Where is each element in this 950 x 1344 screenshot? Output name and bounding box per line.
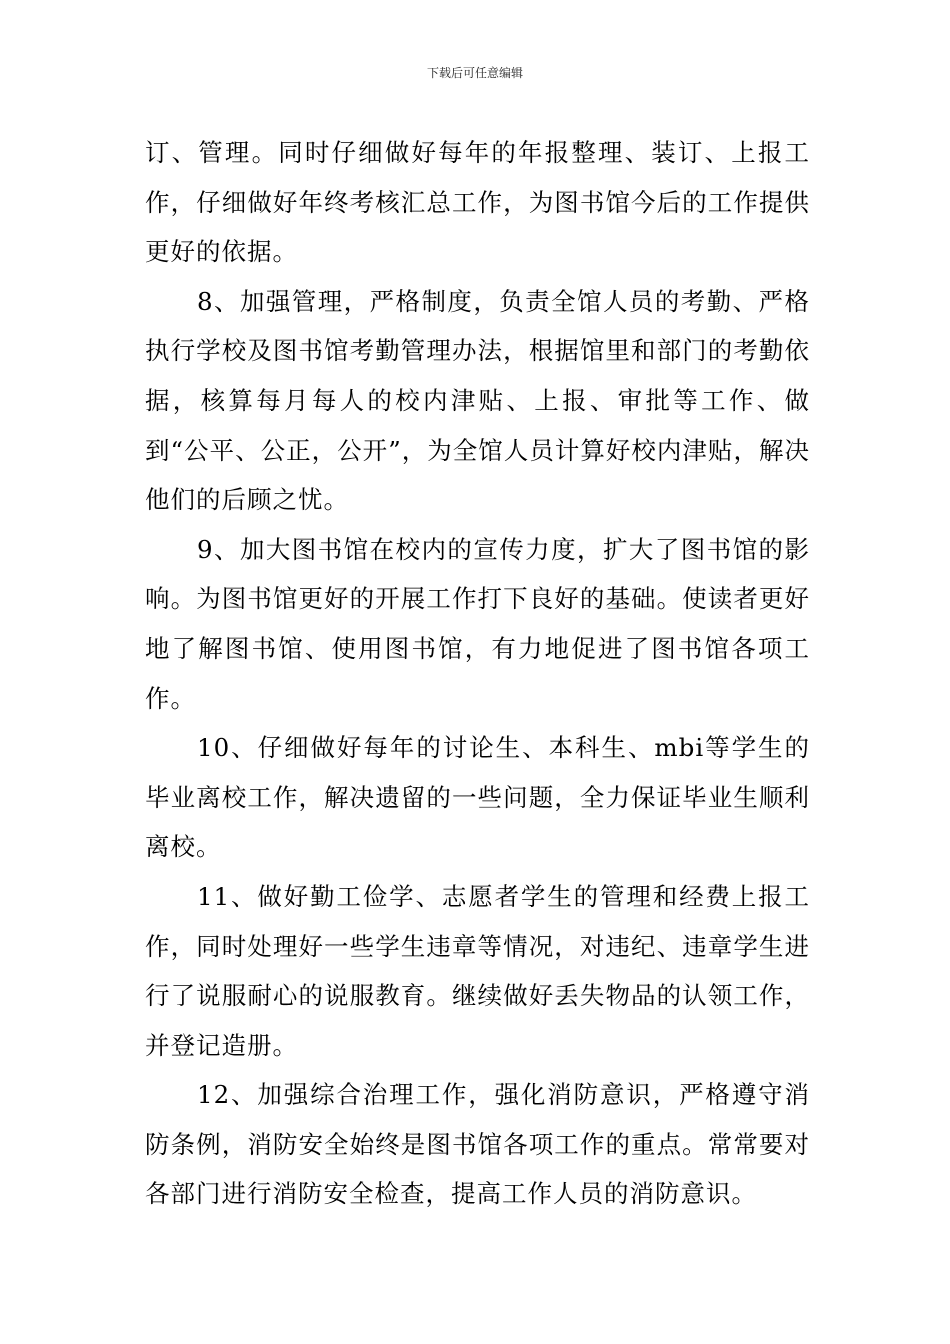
paragraph-continuation: 订、管理。同时仔细做好每年的年报整理、装订、上报工作，仔细做好年终考核汇总工作，为图书馆今后的工作提供更好的依据。	[145, 138, 810, 267]
paragraph-item-10: 10、仔细做好每年的讨论生、本科生、mbi等学生的毕业离校工作，解决遗留的一些问题，全力保证毕业生顺利离校。	[145, 733, 810, 862]
document-body	[145, 128, 810, 1219]
paragraph-item-8: 8、加强管理，严格制度，负责全馆人员的考勤、严格执行学校及图书馆考勤管理办法，根据馆里和部门的考勤依据，核算每月每人的校内津贴、上报、审批等工作、做到“公平、公正，公开”，为全馆人员计算好校内津贴，解决他们的后顾之忧。	[145, 286, 810, 515]
paragraph-item-12: 12、加强综合治理工作，强化消防意识，严格遵守消防条例，消防安全始终是图书馆各项工作的重点。常常要对各部门进行消防安全检查，提高工作人员的消防意识。	[145, 1080, 810, 1209]
page-header: 下载后可任意编辑	[426, 66, 523, 80]
paragraph-item-9: 9、加大图书馆在校内的宣传力度，扩大了图书馆的影响。为图书馆更好的开展工作打下良好的基础。使读者更好地了解图书馆、使用图书馆，有力地促进了图书馆各项工作。	[145, 534, 810, 713]
paragraph-item-11: 11、做好勤工俭学、志愿者学生的管理和经费上报工作，同时处理好一些学生违章等情况，对违纪、违章学生进行了说服耐心的说服教育。继续做好丢失物品的认领工作，并登记造册。	[145, 881, 810, 1060]
